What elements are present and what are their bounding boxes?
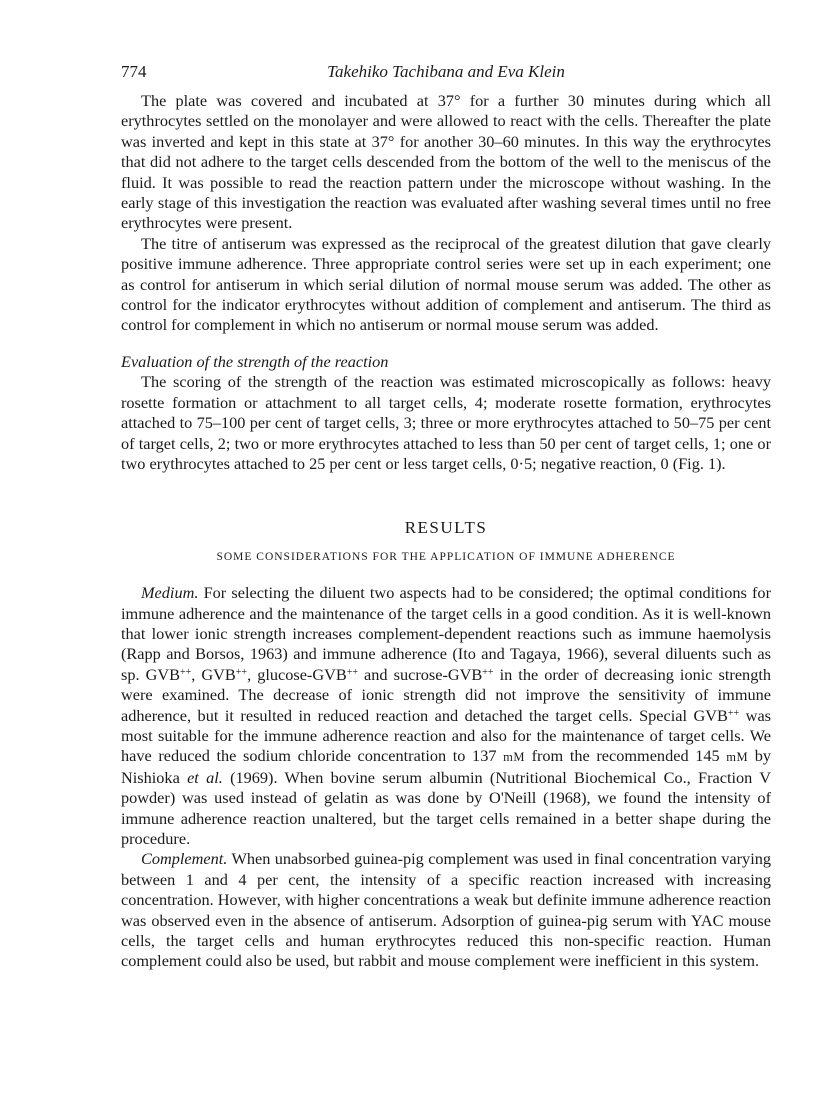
superscript: ++ [482,666,494,678]
unit-millimolar: mM [726,750,749,765]
superscript: ++ [235,666,248,678]
section-title-results: RESULTS [404,518,488,538]
superscript: ++ [346,666,358,678]
running-head: Takehiko Tachibana and Eva Klein [327,62,565,81]
section-subtitle: SOME CONSIDERATIONS FOR THE APPLICATION OF IMMUNE ADHERENCE [216,550,676,563]
et-al: et al. [187,767,223,787]
complement-text: When unabsorbed guinea-pig complement was used in final concentration varying between 1 and 4 per cent, the intensity of a specific reaction increased with increasing concentration. However, with higher concentrations a weak but definite immune adherence reaction was observed even in the absence of antiserum. Adsorption of guinea-pig serum with YAC mouse cells, the target cells and human erythrocytes reduced this non-specific reaction. Human complement could also be used, but rabbit and mouse complement were inefficient in this system. [121,849,771,971]
medium-text-1: For selecting the diluent two aspects had to be considered; the optimal conditions for immune adherence and the maintenance of the target cells in a good condition. As it is well-known that lower ionic strength increases complement-dependent reactions such as immune haemolysis (Rapp and Borsos, 1963) and immune adherence (Ito and Tagaya, 1966), several diluents such as sp. GVB [121,583,771,684]
superscript: ++ [179,666,192,678]
paragraph-complement [121,849,771,971]
medium-text-7: from the recommended 145 [524,746,727,766]
paragraph-scoring: The scoring of the strength of the reaction was estimated microscopically as follows: heavy rosette formation or attachment to all target cells, 4; moderate rosette formation, erythrocytes attached to 75–100 per cent of target cells, 3; three or more erythrocytes attached to 50–75 per cent of target cells, 2; two or more erythrocytes attached to less than 50 per cent of target cells, 1; one or two erythrocytes attached to 25 per cent or less target cells, 0·5; negative reaction, 0 (Fig. 1). [121,372,771,473]
lead-complement: Complement. [141,849,228,869]
paragraph-incubation: The plate was covered and incubated at 37° for a further 30 minutes during which all erythrocytes settled on the monolayer and were allowed to react with the cells. Thereafter the plate was inverted and kept in this state at 37° for another 30–60 minutes. In this way the erythrocytes that did not adhere to the target cells descended from the bottom of the well to the meniscus of the fluid. It was possible to read the reaction pattern under the microscope without washing. In the early stage of this investigation the reaction was evaluated after washing several times until no free erythrocytes were present. [121,91,771,233]
page-header [121,62,771,86]
lead-medium: Medium. [141,583,199,603]
page-number: 774 [121,62,147,81]
body-text [121,91,771,972]
medium-text-2: , GVB [191,664,236,684]
medium-text-9: (1969). When bovine serum albumin (Nutritional Biochemical Co., Fraction V powder) was used instead of gelatin as was done by O'Neill (1968), we found the intensity of immune adherence reaction unaltered, but the target cells remained in a better shape during the procedure. [121,767,771,848]
superscript: ++ [727,707,740,719]
medium-text-4: and sucrose-GVB [358,664,483,684]
medium-text-3: , glucose-GVB [247,664,347,684]
paragraph-medium [121,583,771,849]
medium-text-5: in the order of decreasing ionic strength were examined. The decrease of ionic strength did not improve the sensitivity of immune adherence, but it resulted in reduced reaction and detached the target cells. Special GVB [121,664,771,725]
subheading-evaluation: Evaluation of the strength of the reaction [121,351,389,371]
medium-text-6: was most suitable for the immune adherence reaction and also for the maintenance of target cells. We have reduced the sodium chloride concentration to 137 [121,705,772,766]
paragraph-titre: The titre of antiserum was expressed as the reciprocal of the greatest dilution that gave clearly positive immune adherence. Three appropriate control series were set up in each experiment; one as control for antiserum in which serial dilution of normal mouse serum was added. The other as control for the indicator erythrocytes without addition of complement and antiserum. The third as control for complement in which no antiserum or normal mouse serum was added. [121,233,771,335]
medium-text-8: by Nishioka [121,746,771,787]
unit-millimolar: mM [503,750,525,765]
